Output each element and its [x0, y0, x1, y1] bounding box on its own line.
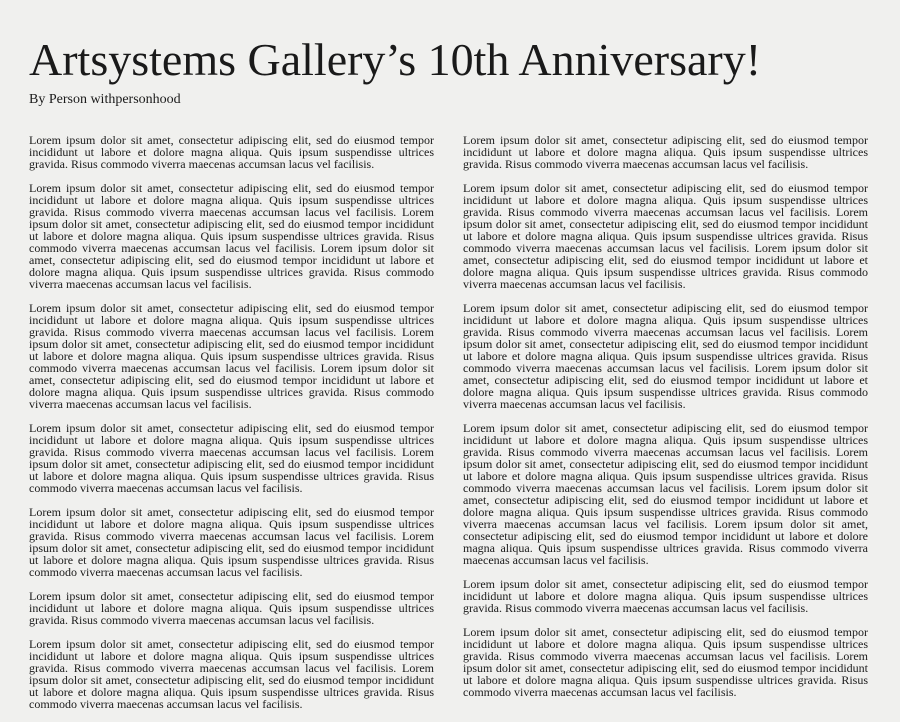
page-title: Artsystems Gallery’s 10th Anniversary!	[29, 34, 762, 85]
article-column-right	[463, 134, 868, 722]
paragraph: Lorem ipsum dolor sit amet, consectetur adipiscing elit, sed do eiusmod tempor incididunt ut labore et dolore magna aliqua. Quis ipsum suspendisse ultrices gravida. Risus commodo viverra maecenas accumsan lacus vel facilisis. Lorem ipsum dolor sit amet, consectetur adipiscing elit, sed do eiusmod tempor incididunt ut labore et dolore magna aliqua. Quis ipsum suspendisse ultrices gravida. Risus commodo viverra maecenas accumsan lacus vel facilisis. Lorem ipsum dolor sit amet, consectetur adipiscing elit, sed do eiusmod tempor incididunt ut labore et dolore magna aliqua. Quis ipsum suspendisse ultrices gravida. Risus commodo viverra maecenas accumsan lacus vel facilisis.	[463, 301, 868, 411]
paragraph: Lorem ipsum dolor sit amet, consectetur adipiscing elit, sed do eiusmod tempor incididunt ut labore et dolore magna aliqua. Quis ipsum suspendisse ultrices gravida. Risus commodo viverra maecenas accumsan lacus vel facilisis. Lorem ipsum dolor sit amet, consectetur adipiscing elit, sed do eiusmod tempor incididunt ut labore et dolore magna aliqua. Quis ipsum suspendisse ultrices gravida. Risus commodo viverra maecenas accumsan lacus vel facilisis.	[29, 421, 434, 495]
paragraph: Lorem ipsum dolor sit amet, consectetur adipiscing elit, sed do eiusmod tempor incididunt ut labore et dolore magna aliqua. Quis ipsum suspendisse ultrices gravida. Risus commodo viverra maecenas accumsan lacus vel facilisis.	[463, 133, 868, 171]
paragraph: Lorem ipsum dolor sit amet, consectetur adipiscing elit, sed do eiusmod tempor incididunt ut labore et dolore magna aliqua. Quis ipsum suspendisse ultrices gravida. Risus commodo viverra maecenas accumsan lacus vel facilisis. Lorem ipsum dolor sit amet, consectetur adipiscing elit, sed do eiusmod tempor incididunt ut labore et dolore magna aliqua. Quis ipsum suspendisse ultrices gravida. Risus commodo viverra maecenas accumsan lacus vel facilisis. Lorem ipsum dolor sit amet, consectetur adipiscing elit, sed do eiusmod tempor incididunt ut labore et dolore magna aliqua. Quis ipsum suspendisse ultrices gravida. Risus commodo viverra maecenas accumsan lacus vel facilisis.	[29, 181, 434, 291]
paragraph: Lorem ipsum dolor sit amet, consectetur adipiscing elit, sed do eiusmod tempor incididunt ut labore et dolore magna aliqua. Quis ipsum suspendisse ultrices gravida. Risus commodo viverra maecenas accumsan lacus vel facilisis. Lorem ipsum dolor sit amet, consectetur adipiscing elit, sed do eiusmod tempor incididunt ut labore et dolore magna aliqua. Quis ipsum suspendisse ultrices gravida. Risus commodo viverra maecenas accumsan lacus vel facilisis. Lorem ipsum dolor sit amet, consectetur adipiscing elit, sed do eiusmod tempor incididunt ut labore et dolore magna aliqua. Quis ipsum suspendisse ultrices gravida. Risus commodo viverra maecenas accumsan lacus vel facilisis. Lorem ipsum dolor sit amet, consectetur adipiscing elit, sed do eiusmod tempor incididunt ut labore et dolore magna aliqua. Quis ipsum suspendisse ultrices gravida. Risus commodo viverra maecenas accumsan lacus vel facilisis.	[463, 421, 868, 567]
paragraph: Lorem ipsum dolor sit amet, consectetur adipiscing elit, sed do eiusmod tempor incididunt ut labore et dolore magna aliqua. Quis ipsum suspendisse ultrices gravida. Risus commodo viverra maecenas accumsan lacus vel facilisis.	[29, 589, 434, 627]
paragraph: Lorem ipsum dolor sit amet, consectetur adipiscing elit, sed do eiusmod tempor incididunt ut labore et dolore magna aliqua. Quis ipsum suspendisse ultrices gravida. Risus commodo viverra maecenas accumsan lacus vel facilisis. Lorem ipsum dolor sit amet, consectetur adipiscing elit, sed do eiusmod tempor incididunt ut labore et dolore magna aliqua. Quis ipsum suspendisse ultrices gravida. Risus commodo viverra maecenas accumsan lacus vel facilisis.	[463, 625, 868, 699]
article-body	[29, 134, 868, 722]
article-column-left	[29, 134, 434, 722]
byline: By Person withpersonhood	[29, 92, 181, 107]
paragraph: Lorem ipsum dolor sit amet, consectetur adipiscing elit, sed do eiusmod tempor incididunt ut labore et dolore magna aliqua. Quis ipsum suspendisse ultrices gravida. Risus commodo viverra maecenas accumsan lacus vel facilisis. Lorem ipsum dolor sit amet, consectetur adipiscing elit, sed do eiusmod tempor incididunt ut labore et dolore magna aliqua. Quis ipsum suspendisse ultrices gravida. Risus commodo viverra maecenas accumsan lacus vel facilisis. Lorem ipsum dolor sit amet, consectetur adipiscing elit, sed do eiusmod tempor incididunt ut labore et dolore magna aliqua. Quis ipsum suspendisse ultrices gravida. Risus commodo viverra maecenas accumsan lacus vel facilisis.	[463, 181, 868, 291]
paragraph: Lorem ipsum dolor sit amet, consectetur adipiscing elit, sed do eiusmod tempor incididunt ut labore et dolore magna aliqua. Quis ipsum suspendisse ultrices gravida. Risus commodo viverra maecenas accumsan lacus vel facilisis.	[463, 577, 868, 615]
article-page	[0, 34, 900, 722]
paragraph: Lorem ipsum dolor sit amet, consectetur adipiscing elit, sed do eiusmod tempor incididunt ut labore et dolore magna aliqua. Quis ipsum suspendisse ultrices gravida. Risus commodo viverra maecenas accumsan lacus vel facilisis. Lorem ipsum dolor sit amet, consectetur adipiscing elit, sed do eiusmod tempor incididunt ut labore et dolore magna aliqua. Quis ipsum suspendisse ultrices gravida. Risus commodo viverra maecenas accumsan lacus vel facilisis. Lorem ipsum dolor sit amet, consectetur adipiscing elit, sed do eiusmod tempor incididunt ut labore et dolore magna aliqua. Quis ipsum suspendisse ultrices gravida. Risus commodo viverra maecenas accumsan lacus vel facilisis.	[29, 301, 434, 411]
paragraph: Lorem ipsum dolor sit amet, consectetur adipiscing elit, sed do eiusmod tempor incididunt ut labore et dolore magna aliqua. Quis ipsum suspendisse ultrices gravida. Risus commodo viverra maecenas accumsan lacus vel facilisis. Lorem ipsum dolor sit amet, consectetur adipiscing elit, sed do eiusmod tempor incididunt ut labore et dolore magna aliqua. Quis ipsum suspendisse ultrices gravida. Risus commodo viverra maecenas accumsan lacus vel facilisis.	[29, 505, 434, 579]
paragraph: Lorem ipsum dolor sit amet, consectetur adipiscing elit, sed do eiusmod tempor incididunt ut labore et dolore magna aliqua. Quis ipsum suspendisse ultrices gravida. Risus commodo viverra maecenas accumsan lacus vel facilisis. Lorem ipsum dolor sit amet, consectetur adipiscing elit, sed do eiusmod tempor incididunt ut labore et dolore magna aliqua. Quis ipsum suspendisse ultrices gravida. Risus commodo viverra maecenas accumsan lacus vel facilisis.	[29, 637, 434, 711]
paragraph: Lorem ipsum dolor sit amet, consectetur adipiscing elit, sed do eiusmod tempor incididunt ut labore et dolore magna aliqua. Quis ipsum suspendisse ultrices gravida. Risus commodo viverra maecenas accumsan lacus vel facilisis.	[29, 133, 434, 171]
